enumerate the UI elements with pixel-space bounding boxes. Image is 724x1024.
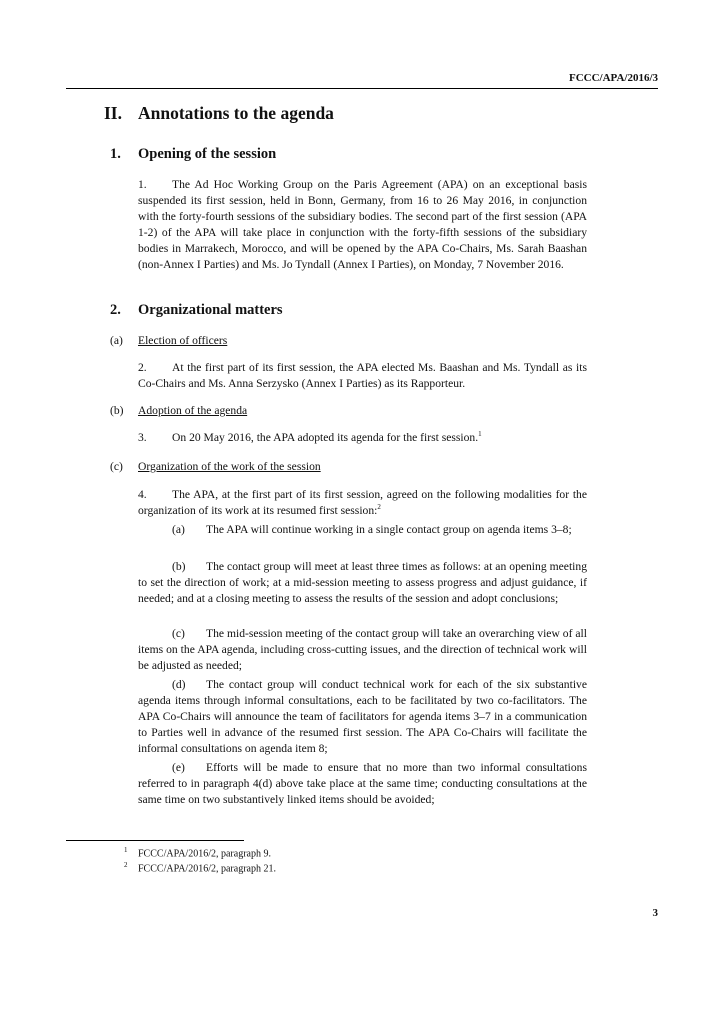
- paragraph-text: On 20 May 2016, the APA adopted its agenda for the first session.: [172, 431, 479, 444]
- subheading-election: [110, 334, 227, 347]
- list-item: [138, 626, 587, 674]
- paragraph-text: At the first part of its first session, the APA elected Ms. Baashan and Ms. Tyndall as its Co-Chairs and Ms. Anna Serzysko (Annex I Parties) as its Rapporteur.: [138, 361, 587, 390]
- heading-number: 1.: [110, 146, 121, 162]
- heading-number: 2.: [110, 302, 121, 318]
- subheading-label: (a): [110, 334, 123, 347]
- footnote-rule: [66, 840, 244, 841]
- footnote: [124, 846, 271, 859]
- item-text: The contact group will meet at least three times as follows: at an opening meeting to set the direction of work; at a mid-session meeting to assess progress and adjust guidance, if needed; and at a closing meeting to assess the results of the session and adopt conclusions;: [138, 560, 587, 605]
- paragraph-4: [138, 487, 587, 519]
- paragraph-number: 4.: [138, 488, 147, 501]
- paragraph-number: 3.: [138, 431, 147, 444]
- paragraph-1: [138, 177, 587, 273]
- subheading-title: Adoption of the agenda: [138, 404, 248, 417]
- item-text: Efforts will be made to ensure that no more than two informal consultations referred to in paragraph 4(d) above take place at the same time; conducting consultations at the same time on two substantively linked items should be avoided;: [138, 761, 587, 806]
- footnote-ref: 2: [377, 503, 381, 512]
- item-label: (e): [172, 761, 185, 774]
- header-rule: [66, 88, 658, 89]
- footnote-text: FCCC/APA/2016/2, paragraph 21.: [138, 863, 276, 875]
- document-symbol: FCCC/APA/2016/3: [568, 72, 658, 84]
- footnote-mark: 2: [124, 861, 128, 869]
- list-item: [138, 677, 587, 757]
- paragraph-2: [138, 360, 587, 392]
- heading-opening: [110, 146, 276, 163]
- list-item: [138, 760, 587, 808]
- subheading-adoption: [110, 404, 247, 417]
- item-text: The contact group will conduct technical work for each of the six substantive agenda items through informal consultations, each to be facilitated by two co-facilitators. The APA Co-Chairs will announce the team of facilitators for agenda items 3–7 in a communication to Parties well in advance of the resumed first session. The APA Co-Chairs will facilitate the informal consultations on agenda item 8;: [138, 678, 587, 755]
- subheading-label: (c): [110, 460, 123, 473]
- footnote: [124, 861, 276, 874]
- subheading-title: Election of officers: [138, 334, 228, 347]
- paragraph-text: The APA, at the first part of its first session, agreed on the following modalities for the organization of its work at its resumed first session:: [138, 488, 587, 517]
- item-label: (c): [172, 627, 185, 640]
- heading-title: Organizational matters: [138, 302, 283, 318]
- item-text: The mid-session meeting of the contact group will take an overarching view of all items on the APA agenda, including cross-cutting issues, and the direction of technical work will be adjusted as needed;: [138, 627, 587, 672]
- footnote-ref: 1: [478, 430, 482, 439]
- paragraph-number: 1.: [138, 178, 147, 191]
- subheading-label: (b): [110, 404, 124, 417]
- subheading-organization: [110, 460, 321, 473]
- section-title: Annotations to the agenda: [138, 103, 334, 123]
- list-item: [138, 522, 587, 538]
- heading-title: Opening of the session: [138, 146, 277, 162]
- paragraph-3: [138, 430, 587, 446]
- section-number: II.: [104, 103, 122, 123]
- item-text: The APA will continue working in a single contact group on agenda items 3–8;: [206, 523, 572, 536]
- footnote-mark: 1: [124, 846, 128, 854]
- heading-organizational: [110, 302, 283, 319]
- page-number: 3: [652, 907, 658, 919]
- list-item: [138, 559, 587, 607]
- item-label: (d): [172, 678, 186, 691]
- item-label: (a): [172, 523, 185, 536]
- section-heading: [104, 103, 334, 124]
- paragraph-text: The Ad Hoc Working Group on the Paris Agreement (APA) on an exceptional basis suspended its first session, held in Bonn, Germany, from 16 to 26 May 2016, in conjunction with the forty-fourth sessions of the subsidiary bodies. The second part of the first session (APA 1-2) of the APA will take place in conjunction with the forty-fifth sessions of the subsidiary bodies in Marrakech, Morocco, and will be opened by the APA Co-Chairs, Ms. Sarah Baashan (non-Annex I Parties) and Ms. Jo Tyndall (Annex I Parties), on Monday, 7 November 2016.: [138, 178, 587, 271]
- footnote-text: FCCC/APA/2016/2, paragraph 9.: [138, 848, 271, 860]
- paragraph-number: 2.: [138, 361, 147, 374]
- item-label: (b): [172, 560, 186, 573]
- subheading-title: Organization of the work of the session: [138, 460, 321, 473]
